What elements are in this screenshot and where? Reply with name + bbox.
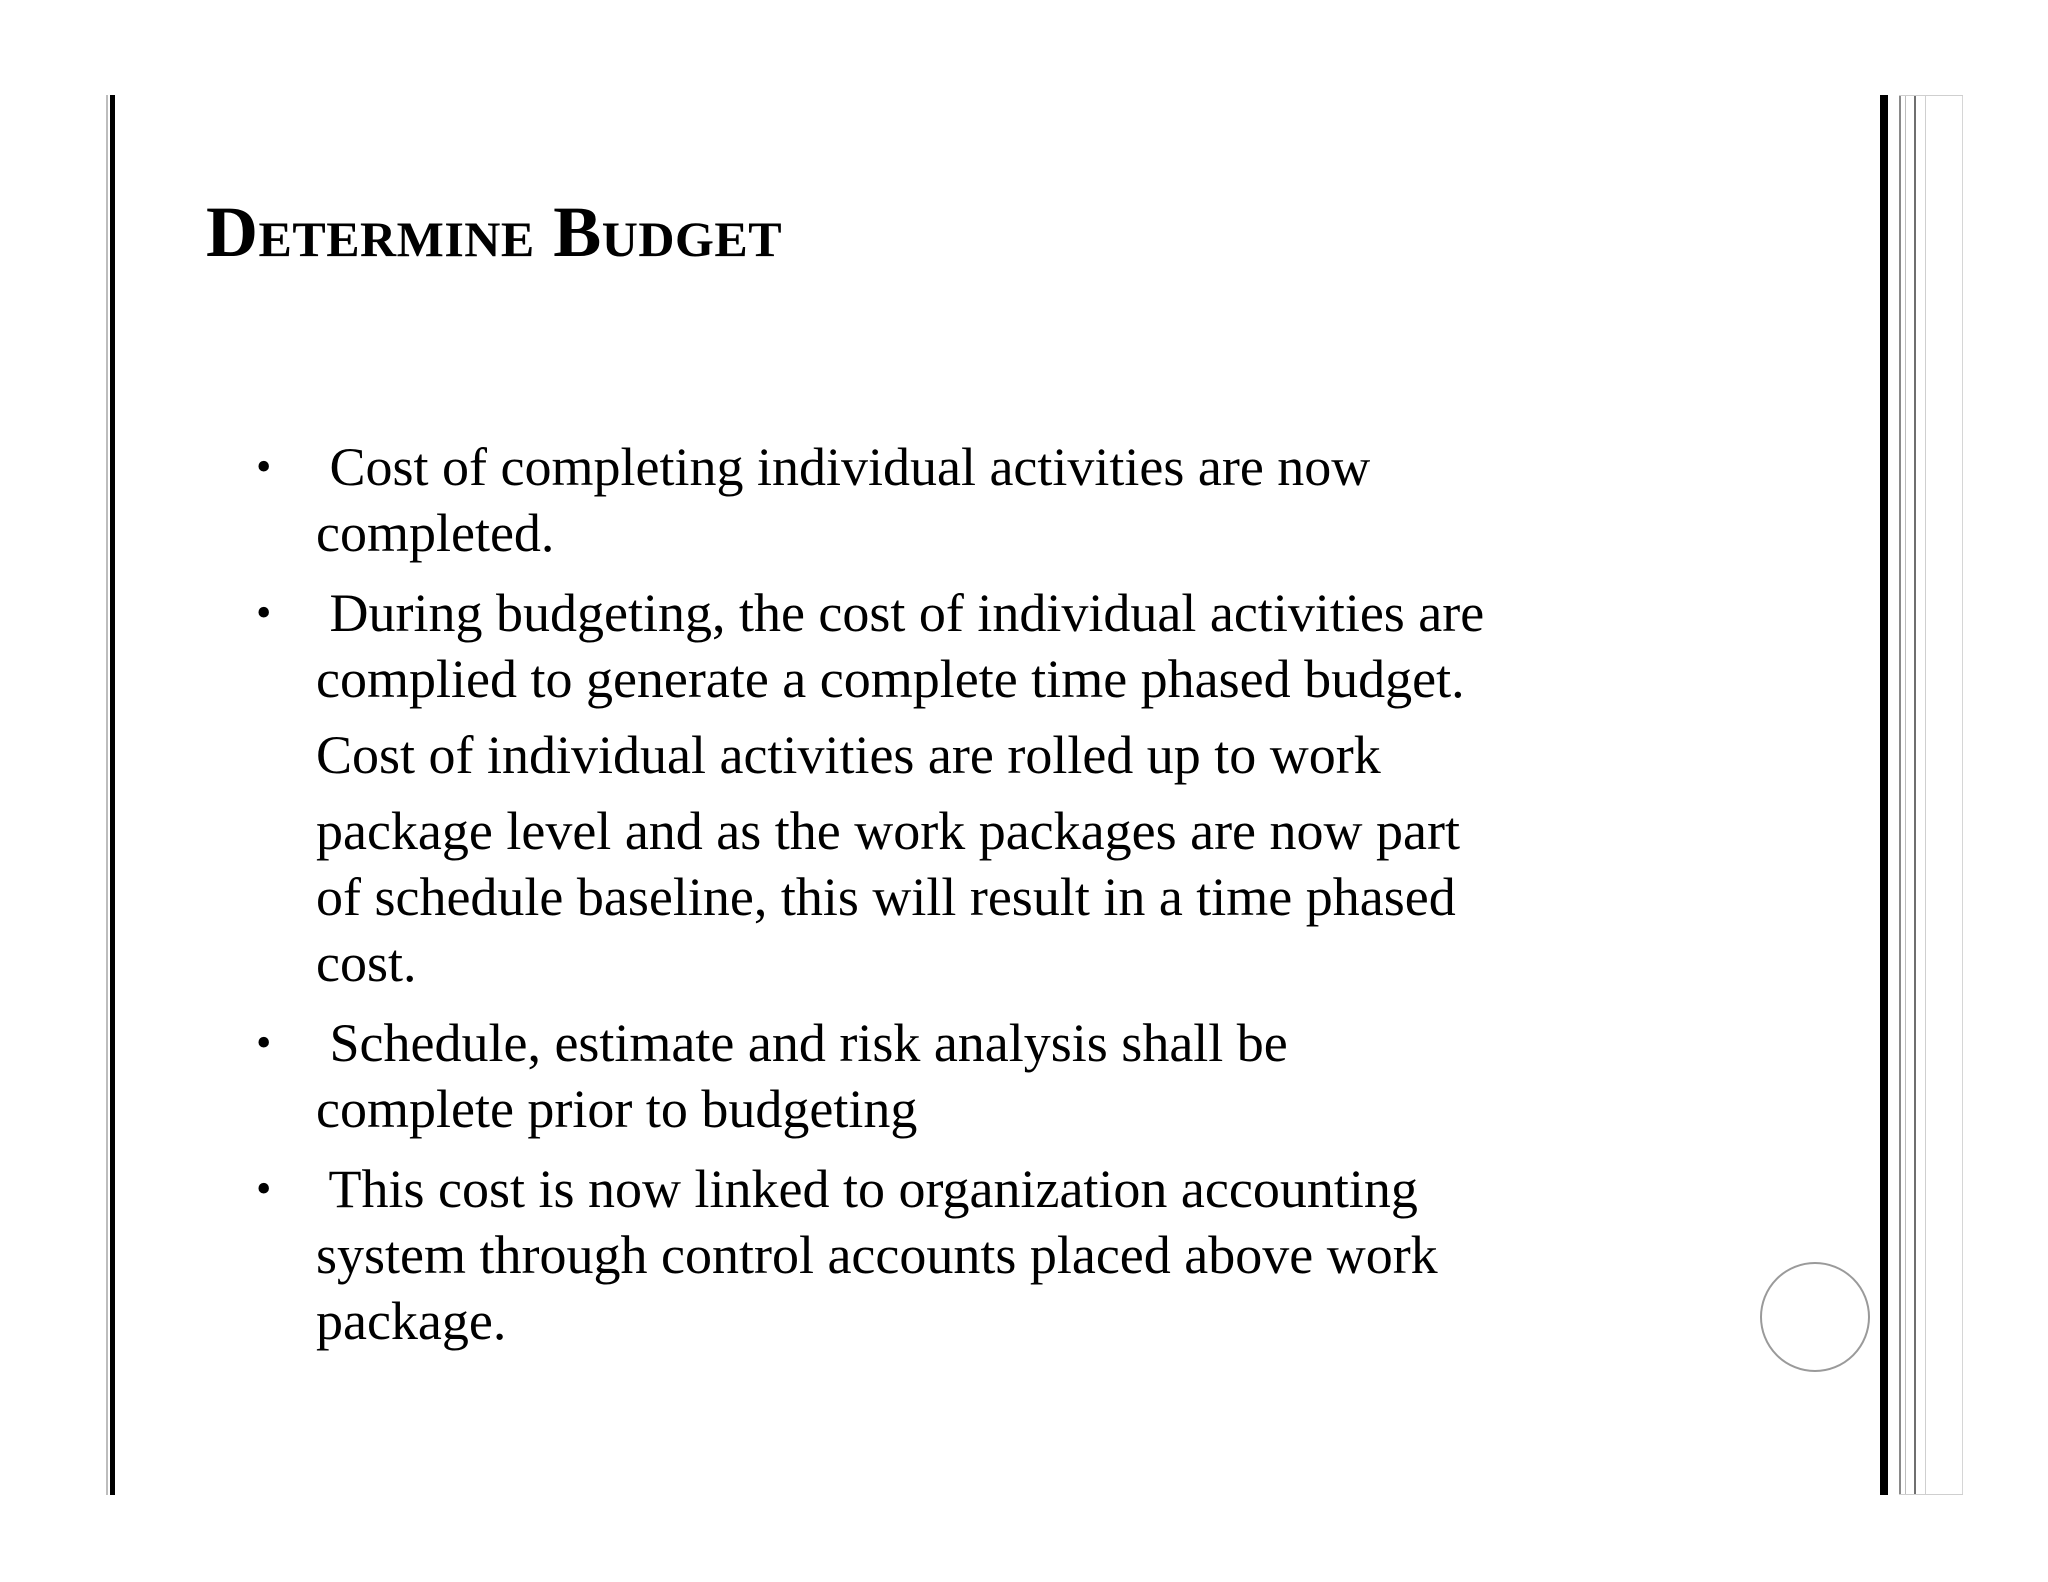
bullet-line: complied to generate a complete time phased budget.	[316, 649, 1465, 709]
bullet-line: cost.	[316, 933, 417, 993]
bullet-dot: •	[256, 1164, 272, 1213]
bullet-item	[256, 580, 1596, 996]
bullet-dot: •	[256, 588, 272, 637]
bullet-dot: •	[256, 442, 272, 491]
bullet-line: completed.	[316, 503, 555, 563]
right-border-cap	[1899, 95, 1963, 96]
right-border-stripe	[1905, 95, 1906, 1495]
right-border-stripe	[1899, 95, 1901, 1495]
right-border-stripe	[1914, 95, 1916, 1495]
left-border-rule-thin	[106, 95, 108, 1495]
bullet-line: Cost of completing individual activities are now	[316, 437, 1371, 497]
bullet-line: During budgeting, the cost of individual activities are	[316, 583, 1485, 643]
bullet-item	[256, 434, 1596, 566]
slide-title: Determine Budget	[206, 192, 783, 272]
bullet-line: Cost of individual activities are rolled up to work	[316, 725, 1381, 785]
right-border-rule	[1880, 95, 1888, 1495]
right-border-cap	[1899, 1494, 1963, 1495]
bullet-dot: •	[256, 1018, 272, 1067]
bullet-list	[256, 434, 1596, 1368]
bullet-item	[256, 1156, 1596, 1354]
bullet-line: Schedule, estimate and risk analysis shall be	[316, 1013, 1288, 1073]
bullet-line: of schedule baseline, this will result in a time phased	[316, 867, 1456, 927]
right-border-stripe	[1925, 95, 1926, 1495]
left-border-rule	[110, 95, 115, 1495]
bullet-line: package.	[316, 1291, 507, 1351]
right-border-stripe	[1962, 95, 1963, 1495]
bullet-line: complete prior to budgeting	[316, 1079, 918, 1139]
bullet-line: This cost is now linked to organization accounting	[316, 1159, 1418, 1219]
bullet-line: package level and as the work packages are now part	[316, 801, 1460, 861]
bullet-line: system through control accounts placed above work	[316, 1225, 1438, 1285]
bullet-item	[256, 1010, 1596, 1142]
decorative-circle	[1760, 1262, 1870, 1372]
